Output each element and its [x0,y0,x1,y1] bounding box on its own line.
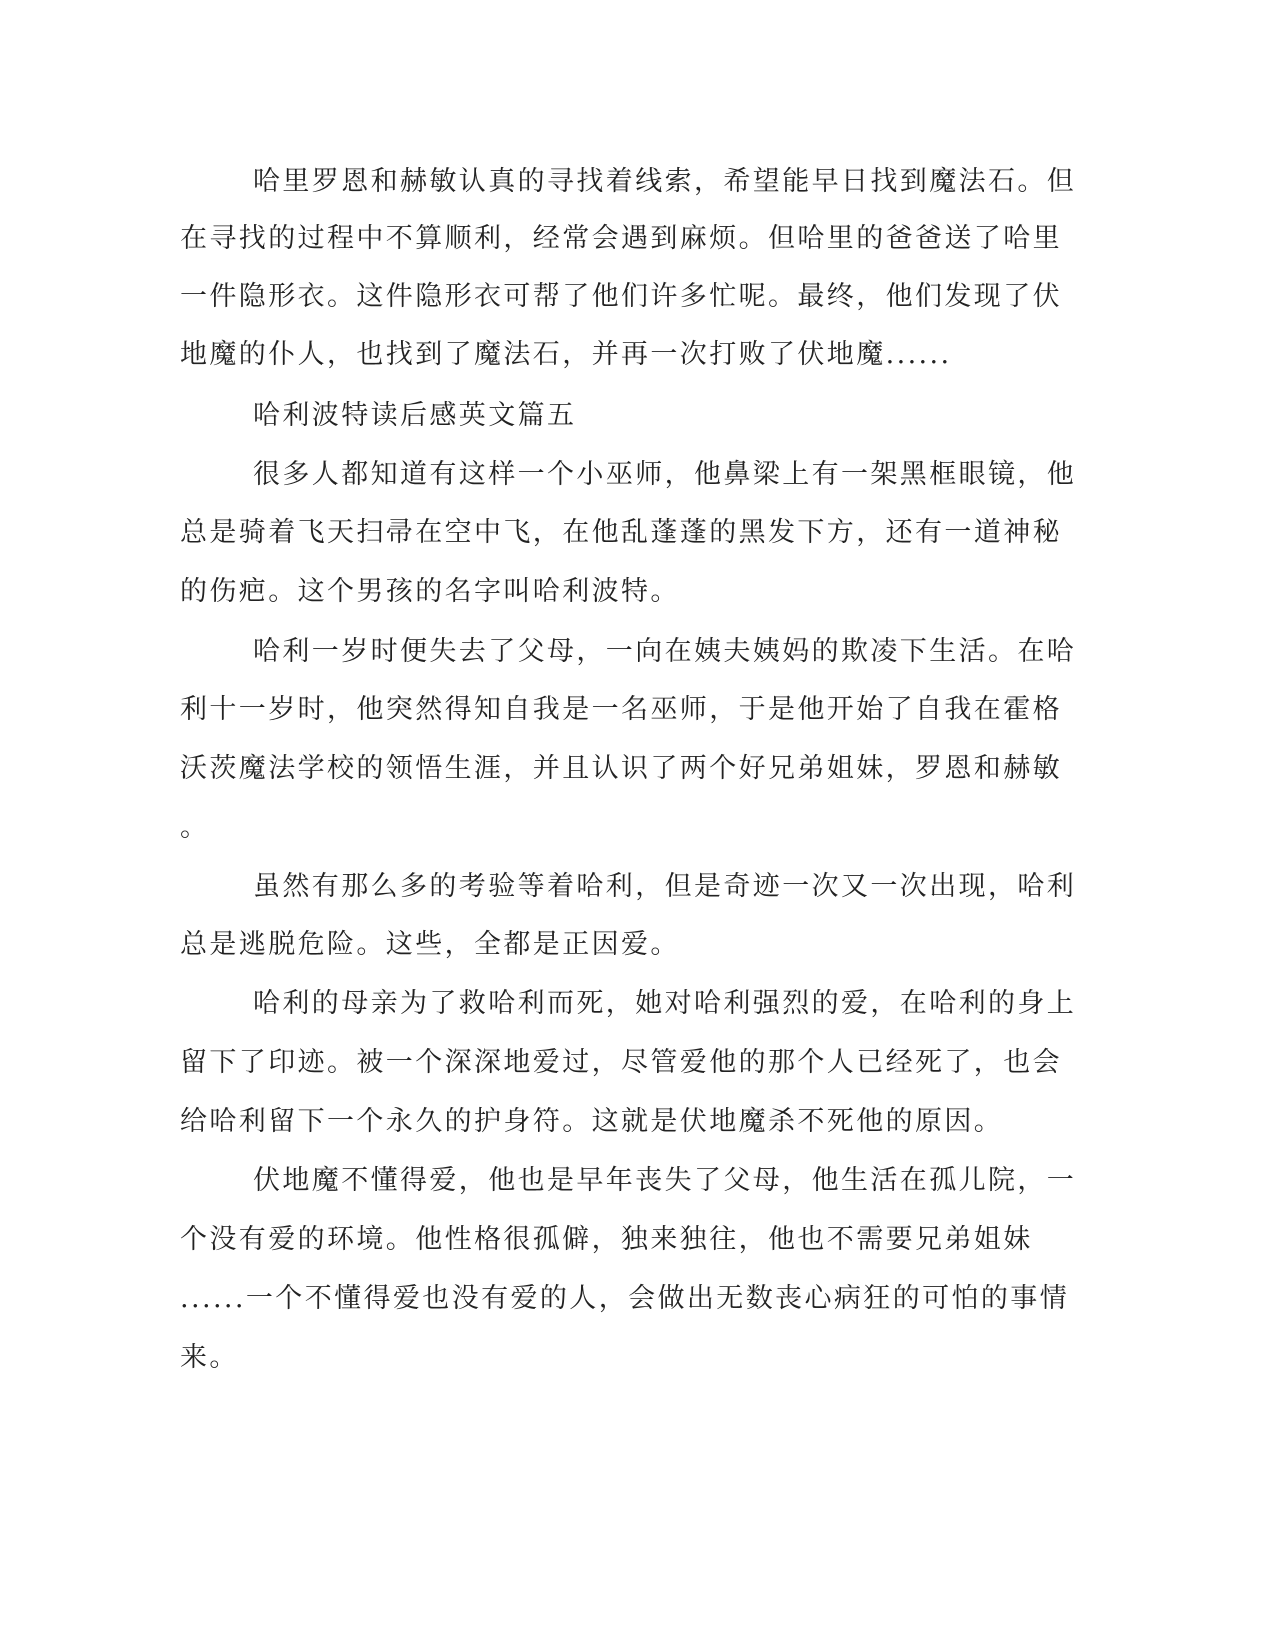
text-line: 地魔的仆人，也找到了魔法石，并再一次打败了伏地魔...... [180,339,952,370]
text-line: ......一个不懂得爱也没有爱的人，会做出无数丧心病狂的可怕的事情 [180,1283,1070,1314]
text-line: 总是逃脱危险。这些，全都是正因爱。 [180,929,680,960]
text-line: 的伤疤。这个男孩的名字叫哈利波特。 [180,576,680,607]
text-line: 个没有爱的环境。他性格很孤僻，独来独往，他也不需要兄弟姐妹 [180,1224,1033,1255]
text-line: 哈利的母亲为了救哈利而死，她对哈利强烈的爱，在哈利的身上 [253,988,1077,1019]
text-line: 沃茨魔法学校的领悟生涯，并且认识了两个好兄弟姐妹，罗恩和赫敏 [180,753,1062,784]
text-line: 总是骑着飞天扫帚在空中飞，在他乱蓬蓬的黑发下方，还有一道神秘 [180,517,1062,548]
text-line: 哈利一岁时便失去了父母，一向在姨夫姨妈的欺凌下生活。在哈 [253,636,1077,667]
text-line: 给哈利留下一个永久的护身符。这就是伏地魔杀不死他的原因。 [180,1106,1004,1137]
text-line: 来。 [180,1342,239,1373]
text-line: 在寻找的过程中不算顺利，经常会遇到麻烦。但哈里的爸爸送了哈里 [180,223,1062,254]
text-line: 。 [180,812,210,843]
text-line: 虽然有那么多的考验等着哈利，但是奇迹一次又一次出现，哈利 [253,871,1077,902]
text-line: 哈里罗恩和赫敏认真的寻找着线索，希望能早日找到魔法石。但 [253,166,1077,197]
text-line: 伏地魔不懂得爱，他也是早年丧失了父母，他生活在孤儿院，一 [253,1165,1077,1196]
section-heading: 哈利波特读后感英文篇五 [253,400,577,431]
text-line: 一件隐形衣。这件隐形衣可帮了他们许多忙呢。最终，他们发现了伏 [180,281,1062,312]
text-line: 利十一岁时，他突然得知自我是一名巫师，于是他开始了自我在霍格 [180,694,1062,725]
text-line: 很多人都知道有这样一个小巫师，他鼻梁上有一架黑框眼镜，他 [253,459,1077,490]
text-line: 留下了印迹。被一个深深地爱过，尽管爱他的那个人已经死了，也会 [180,1047,1062,1078]
